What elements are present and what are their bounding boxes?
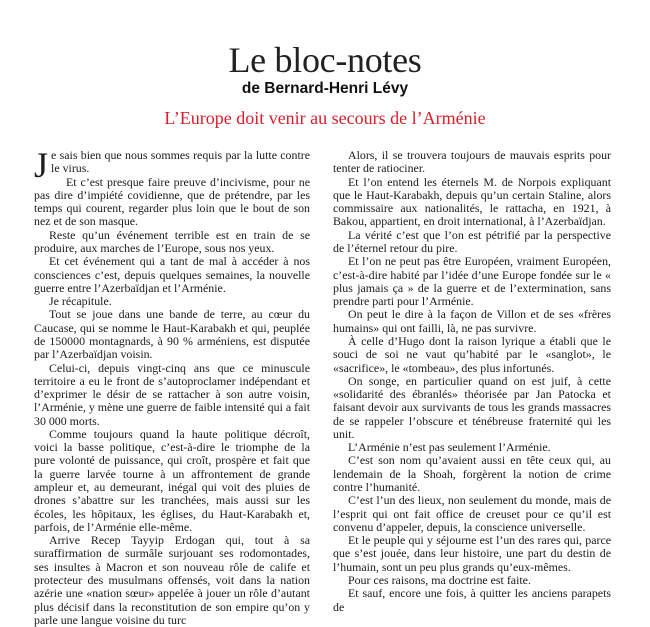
paragraph: L’Arménie n’est pas seulement l’Arménie. — [348, 440, 551, 455]
article-column-left — [34, 145, 310, 627]
paragraph: Pour ces raisons, ma doctrine est faite. — [348, 573, 531, 587]
paragraph: Et l’on ne peut pas être Européen, vraiment Européen, c’est-à-dire habité par l’idée d’une Europe fondée sur le « plus jamais ça » de la guerre et de l’extermination, sans prendre parti pour l’Arménie. — [333, 254, 611, 309]
masthead — [0, 40, 650, 129]
paragraph: Arrive Recep Tayyip Erdogan qui, tout à sa suraffirmation de surmâle surjouant ses rodomontades, ses insultes à Macron et son nouveau rôle de calife et protecteur des musulmans offensés, voit dans la nation azérie une «nation sœur» appelée à jouer un rôle d’autant plus décisif dans la reconstitution de son empire qu’on y parle une langue voisine du turc — [34, 533, 310, 627]
paragraph: Reste qu’un événement terrible est en train de se produire, aux marches de l’Europe, sous nos yeux. — [34, 227, 310, 255]
paragraph: Comme toujours quand la haute politique décroît, voici la basse politique, c’est-à-dire le triomphe de la pure volonté de puissance, qui croît, prospère et fait que la guerre larvée tourne à un affrontement de grande ampleur et, au demeurant, inégal qui voit des pluies de drones s’abattre sur les tranchées, mais aussi sur les écoles, les hôpitaux, les églises, du Haut-Karabakh et, parfois, de l’Arménie elle-même. — [34, 426, 310, 534]
paragraph: Et c’est presque faire preuve d’incivisme, pour ne pas dire d’impiété covidienne, que de prétendre, par les temps qui courent, regarder plus loin que le bout de son nez et de son masque. — [34, 174, 310, 229]
paragraph: On songe, en particulier quand on est juif, à cette «solidarité des ébranlés» théorisée par Jan Patocka et faisant devoir aux survivants de tous les grands massacres de se rappeler l’obscure et ténébreuse fraternité qui les unit. — [333, 373, 611, 441]
paragraph: Et le peuple qui y séjourne est l’un des rares qui, parce que s’est jouée, dans leur histoire, une part du destin de l’humain, sont un peu plus grands qu’eux-mêmes. — [333, 533, 611, 574]
author-byline: de Bernard-Henri Lévy — [241, 80, 409, 97]
drop-cap: J — [34, 145, 49, 185]
paragraph: Je récapitule. — [49, 294, 112, 309]
article-column-right — [333, 149, 611, 614]
paragraph: Et sauf, encore une fois, à quitter les anciens parapets de — [333, 586, 611, 614]
paragraph: Et cet événement qui a tant de mal à accéder à nos consciences c’est, depuis quelques semaines, la nouvelle guerre entre l’Azerbaïdjan et l’Arménie. — [34, 254, 310, 295]
paragraph: Tout se joue dans une bande de terre, au cœur du Caucase, qui se nomme le Haut-Karabakh et qui, peuplée de 150000 montagnards, à 90 % arméniens, est disputée par l’Azerbaïdjan voisin. — [34, 307, 310, 362]
column-title: Le bloc-notes — [228, 40, 422, 80]
paragraph: La vérité c’est que l’on est pétrifié par la perspective de l’éternel retour du pire. — [333, 227, 611, 255]
paragraph: Alors, il se trouvera toujours de mauvais esprits pour tenter de ratiociner. — [333, 148, 611, 176]
paragraph: On peut le dire à la façon de Villon et de ses «frères humains» qui ont failli, là, ne pas survivre. — [333, 307, 611, 335]
paragraph: Et l’on entend les éternels M. de Norpois expliquant que le Haut-Karabakh, depuis qu’un certain Staline, alors commissaire aux nationalités, le rattacha, en 1921, à Bakou, appartient, en droit international, à l’Azerbaïdjan. — [333, 174, 611, 229]
paragraph: C’est son nom qu’avaient aussi en tête ceux qui, au lendemain de la Shoah, forgèrent la notion de crime contre l’humanité. — [333, 453, 611, 495]
paragraph: C’est l’un des lieux, non seulement du monde, mais de l’esprit qui ont fait office de creuset pour ce qu’il est convenu d’appeler, depuis, la conscience universelle. — [333, 493, 611, 534]
paragraph: À celle d’Hugo dont la raison lyrique a établi que le souci de soi ne vaut qu’habité par le «sanglot», le «sacrifice», le «tombeau», des plus infortunés. — [333, 333, 611, 375]
paragraph: Celui-ci, depuis vingt-cinq ans que ce minuscule territoire a eu le front de s’autoproclamer indépendant et d’exprimer le désir de se rattacher à son autre voisin, l’Arménie, y mène une guerre de faible intensité qui a fait 30 000 morts. — [34, 360, 310, 428]
paragraph: Je sais bien que nous sommes requis par la lutte contre le virus. — [34, 145, 310, 185]
article-headline: L’Europe doit venir au secours de l’Arménie — [164, 108, 486, 128]
